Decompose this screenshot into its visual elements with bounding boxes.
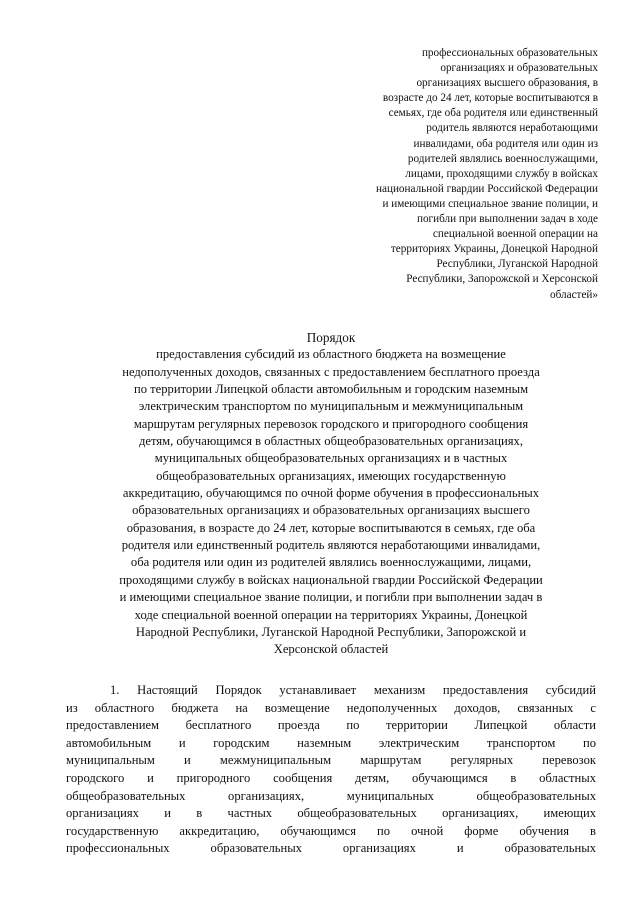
title-line: детям, обучающимся в областных общеобразовательных организациях, xyxy=(139,434,523,449)
header-line: инвалидами, оба родителя или один из xyxy=(413,137,598,150)
title-line: общеобразовательных организациях, имеющих государственную xyxy=(156,468,506,483)
body-line: муниципальным и межмуниципальным маршрутам регулярных перевозок xyxy=(66,753,596,768)
body-line: автомобильным и городским наземным электрическим транспортом по xyxy=(66,735,596,750)
title-line: образования, в возрасте до 24 лет, которые воспитываются в семьях, где оба xyxy=(126,520,536,535)
title-line: и имеющими специальное звание полиции, и погибли при выполнении задач в xyxy=(119,590,543,605)
body-paragraph xyxy=(66,682,596,858)
body-line: профессиональных образовательных организациях и образовательных xyxy=(66,841,596,856)
title-line: образовательных организациях и образовательных организациях высшего xyxy=(132,503,530,518)
title-line: недополученных доходов, связанных с предоставлением бесплатного проезда xyxy=(122,364,540,379)
appendix-header xyxy=(330,46,598,303)
title-line: Народной Республики, Луганской Народной Республики, Запорожской и xyxy=(135,624,527,639)
header-line: профессиональных образовательных xyxy=(421,47,598,59)
header-line: областей» xyxy=(550,288,598,301)
body-line: предоставлением бесплатного проезда по территории Липецкой области xyxy=(66,718,596,733)
title-line: Херсонской областей xyxy=(273,642,389,657)
title-line: предоставления субсидий из областного бюджета на возмещение xyxy=(156,347,506,362)
header-line: возрасте до 24 лет, которые воспитываются в xyxy=(382,92,598,105)
header-line: родителей являлись военнослужащими, xyxy=(407,152,598,165)
header-line: семьях, где оба родителя или единственный xyxy=(388,107,598,120)
body-line: общеобразовательных организациях, муниципальных общеобразовательных xyxy=(66,788,596,803)
header-line: погибли при выполнении задач в ходе xyxy=(416,213,598,226)
header-line: лицами, проходящими службу в войсках xyxy=(405,167,598,180)
header-line: специальной военной операции на xyxy=(432,228,598,241)
title-line: маршрутам регулярных перевозок городского и пригородного сообщения xyxy=(133,416,529,431)
header-line: организациях и образовательных xyxy=(440,62,598,75)
title-line: проходящими службу в войсках национальной гвардии Российской Федерации xyxy=(119,572,543,587)
title-line: электрическим транспортом по муниципальным и межмуниципальным xyxy=(138,399,524,414)
title-line: по территории Липецкой области автомобильным и городским наземным xyxy=(133,382,529,397)
header-line: организациях высшего образования, в xyxy=(416,77,598,90)
body-line: государственную аккредитацию, обучающимся по очной форме обучения в xyxy=(66,823,596,838)
body-line: городского и пригородного сообщения детям, обучающимся в областных xyxy=(66,770,596,785)
title-line: муниципальных общеобразовательных организациях и в частных xyxy=(154,451,508,466)
title-line: оба родителя или один из родителей являлись военнослужащими, лицами, xyxy=(130,555,532,570)
title-heading: Порядок xyxy=(306,330,356,345)
header-line: родитель являются неработающими xyxy=(426,122,598,135)
header-line: Республики, Запорожской и Херсонской xyxy=(406,273,598,286)
header-line: Республики, Луганской Народной xyxy=(436,258,598,271)
header-line: и имеющими специальное звание полиции, и xyxy=(382,197,598,210)
body-line: 1. Настоящий Порядок устанавливает механизм предоставления субсидий xyxy=(110,683,596,697)
document-title xyxy=(66,329,596,659)
header-line: территориях Украины, Донецкой Народной xyxy=(390,243,598,256)
title-line: ходе специальной военной операции на территориях Украины, Донецкой xyxy=(134,607,528,622)
title-line: родителя или единственный родитель являются неработающими инвалидами, xyxy=(121,538,541,553)
body-line: из областного бюджета на возмещение недополученных доходов, связанных с xyxy=(66,700,596,715)
title-line: аккредитацию, обучающимся по очной форме обучения в профессиональных xyxy=(122,486,540,501)
body-line: организациях и в частных общеобразовательных организациях, имеющих xyxy=(66,806,596,821)
header-line: национальной гвардии Российской Федерации xyxy=(376,182,598,195)
